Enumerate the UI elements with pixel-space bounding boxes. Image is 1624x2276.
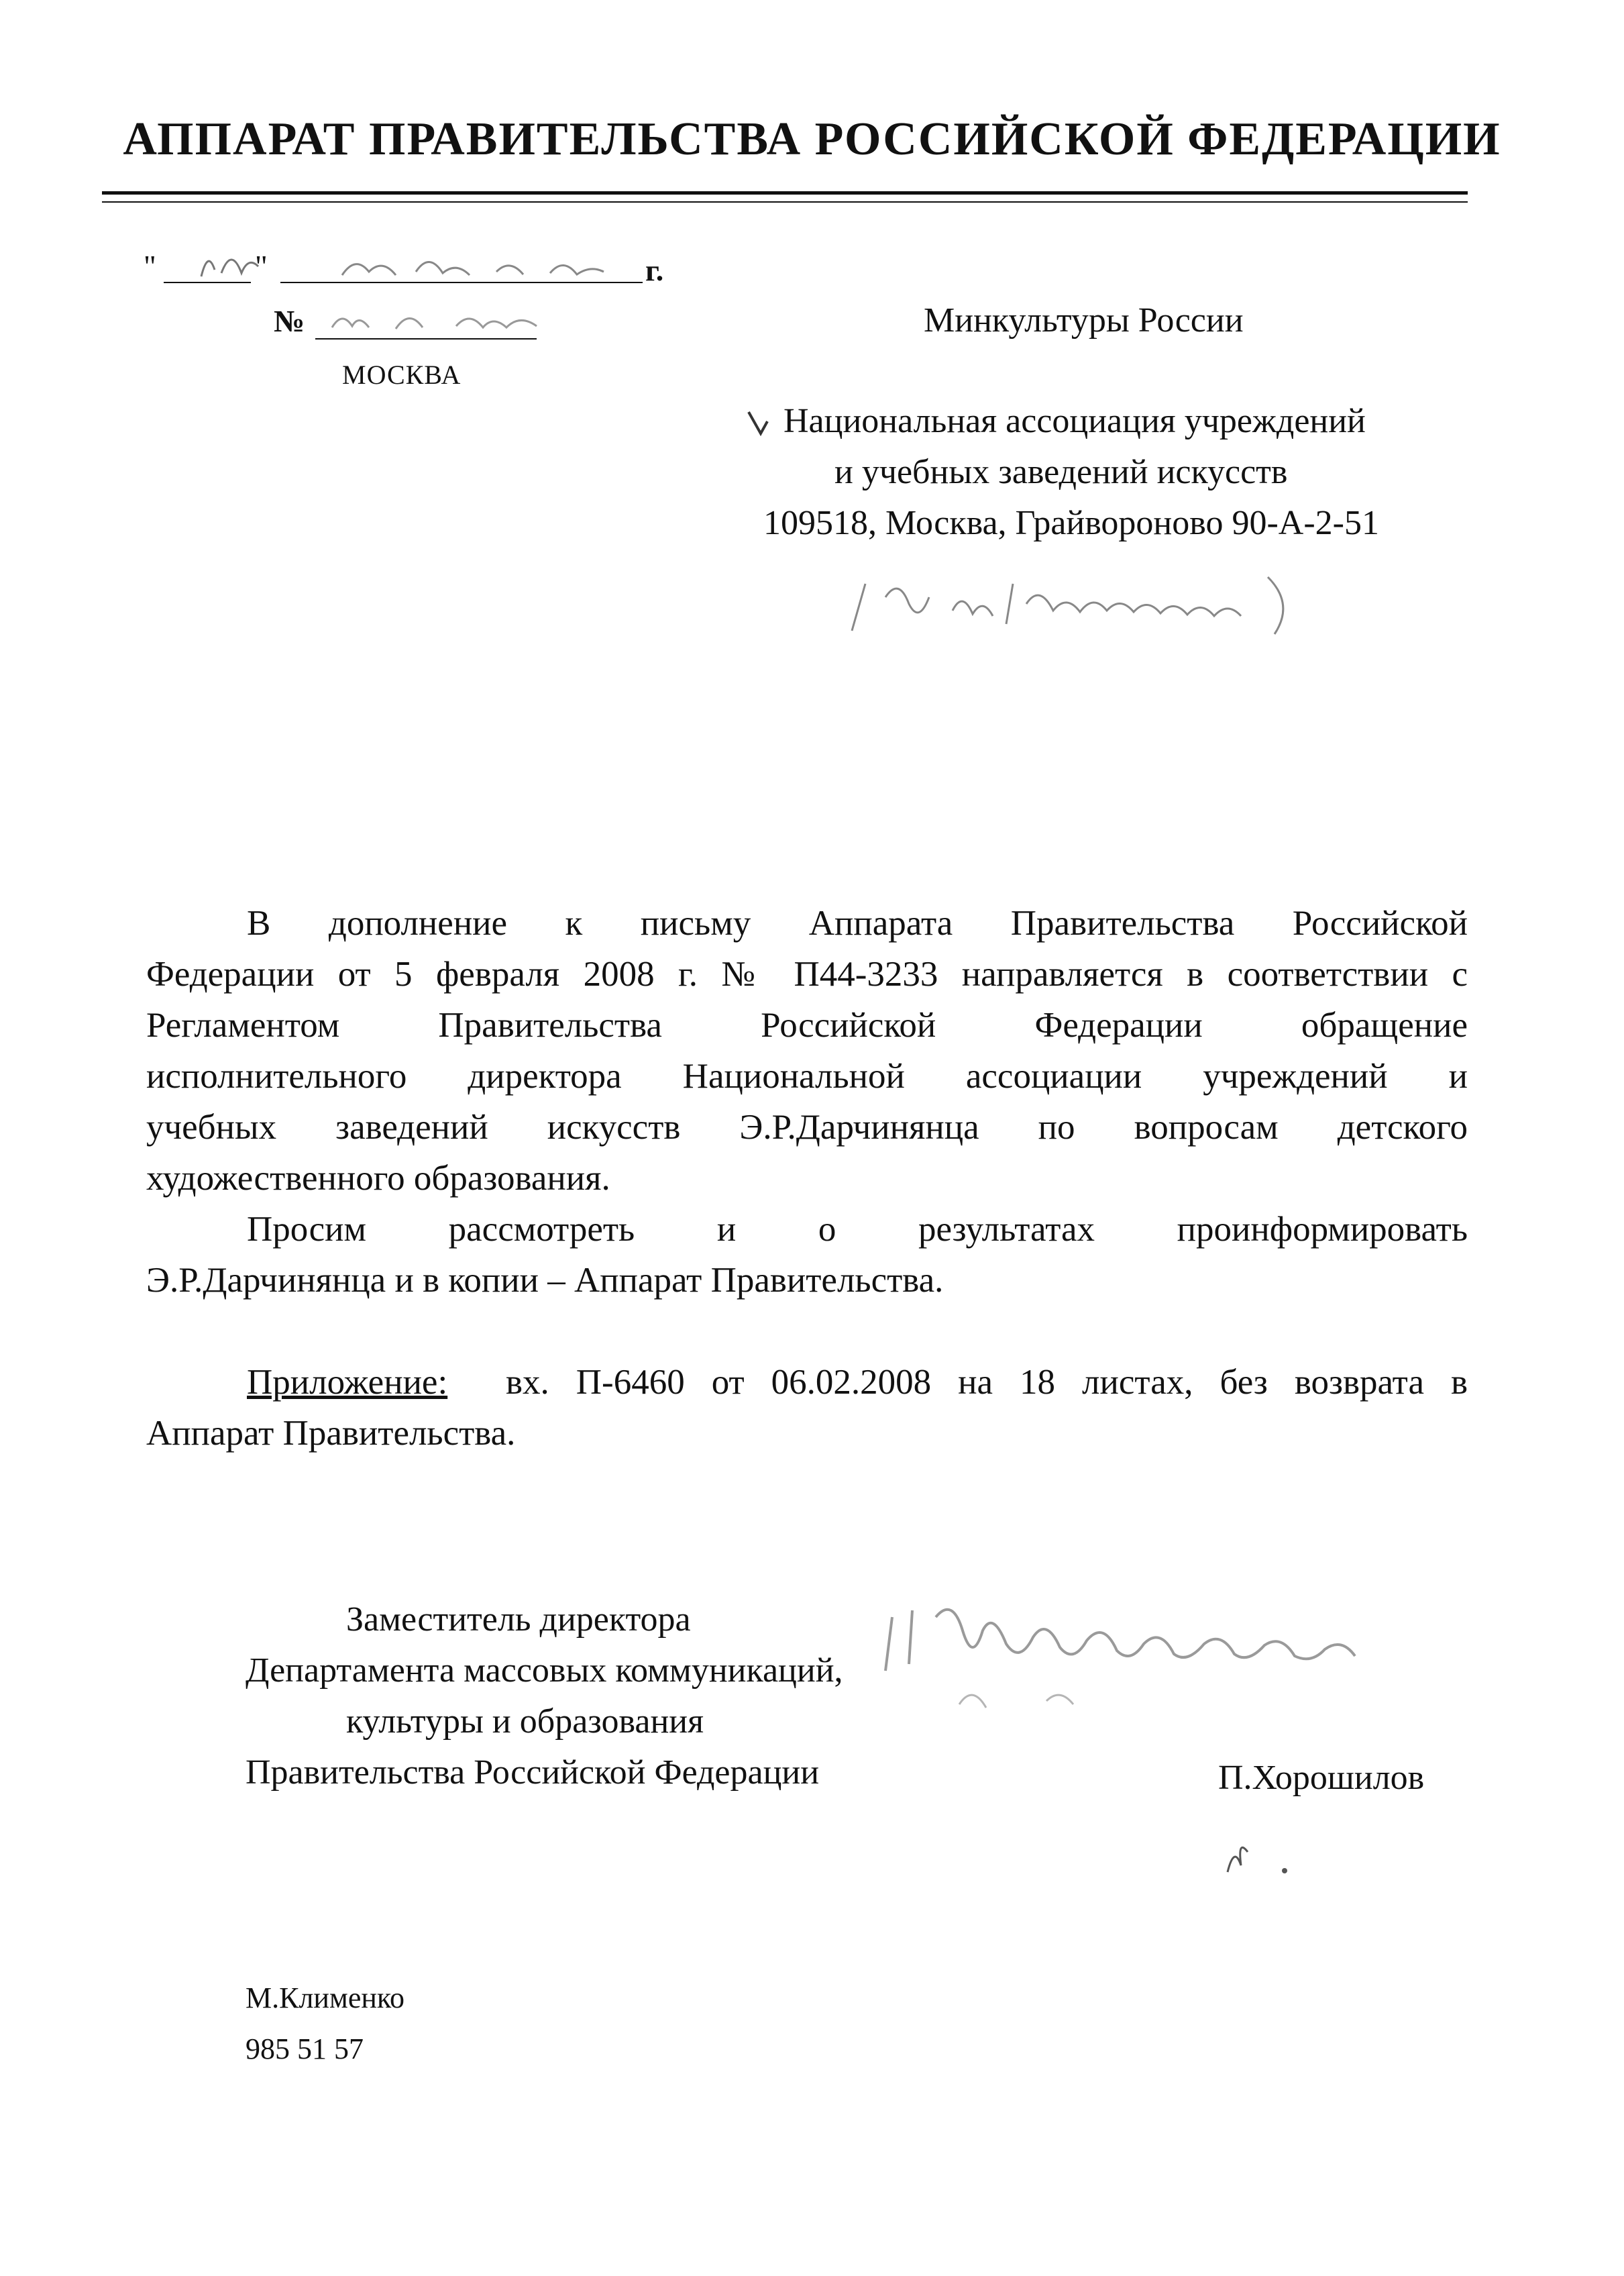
organization-title: АППАРАТ ПРАВИТЕЛЬСТВА РОССИЙСКОЙ ФЕДЕРАЦИИ [123, 113, 1501, 165]
handwritten-number-mark [322, 301, 563, 341]
date-quote-open: " [144, 249, 156, 283]
body-p2-line1: Просим рассмотреть и о результатах проинформировать [247, 1210, 1468, 1249]
addressee-secondary-line2: и учебных заведений искусств [834, 453, 1288, 491]
handwritten-initial-mark [1221, 1832, 1301, 1879]
body-p1-line6: художественного образования. [146, 1159, 610, 1198]
body-p1-line2: Федерации от 5 февраля 2008 г. № П44-3233 направляется в соответствии с [146, 955, 1468, 994]
addressee-secondary-address: 109518, Москва, Грайвороново 90-А-2-51 [763, 504, 1379, 542]
addressee-secondary-line1: Национальная ассоциация учреждений [783, 402, 1366, 440]
date-year-suffix: г. [645, 253, 664, 287]
body-p1-line3: Регламентом Правительства Российской Федерации обращение [146, 1006, 1468, 1045]
executor-name: М.Клименко [246, 1981, 405, 2014]
appendix-line2: Аппарат Правительства. [146, 1414, 516, 1453]
signer-name: П.Хорошилов [1218, 1759, 1425, 1797]
signer-title-line1: Заместитель директора [346, 1600, 691, 1639]
appendix-label: Приложение: [247, 1363, 448, 1402]
city-label: МОСКВА [342, 360, 462, 390]
signer-title-line3: культуры и образования [346, 1702, 704, 1741]
addressee-primary: Минкультуры России [924, 301, 1244, 340]
signer-title-line4: Правительства Российской Федерации [246, 1753, 820, 1792]
header-rule-thick [102, 191, 1468, 195]
handwritten-date-mark [335, 245, 631, 285]
executor-phone: 985 51 57 [246, 2032, 364, 2065]
body-p1-line4: исполнительного директора Национальной ассоциации учреждений и [146, 1057, 1468, 1096]
handwritten-day-mark [195, 243, 275, 283]
appendix-line1: вх. П-6460 от 06.02.2008 на 18 листах, без возврата в [506, 1363, 1468, 1402]
body-p2-line2: Э.Р.Дарчинянца и в копии – Аппарат Правительства. [146, 1261, 944, 1300]
handwritten-annotation [825, 557, 1348, 644]
body-p1-line1: В дополнение к письму Аппарата Правительства Российской [247, 904, 1468, 943]
number-sign: № [274, 304, 305, 338]
checkmark-icon [745, 407, 778, 440]
handwritten-signature [872, 1570, 1422, 1724]
date-quote-close: " [255, 249, 268, 283]
header-rule-thin [102, 201, 1468, 203]
body-p1-line5: учебных заведений искусств Э.Р.Дарчинянца по вопросам детского [146, 1108, 1468, 1147]
signer-title-line2: Департамента массовых коммуникаций, [246, 1651, 843, 1690]
